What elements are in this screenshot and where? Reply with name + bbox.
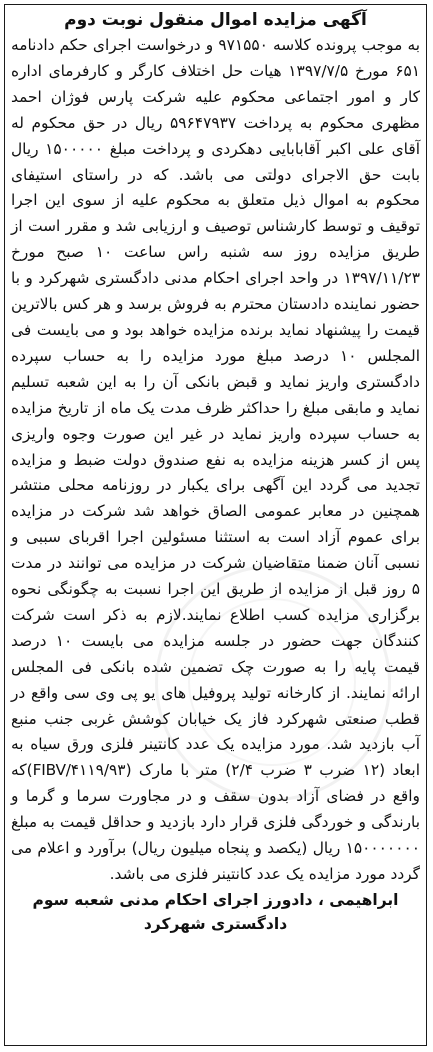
auction-notice bbox=[4, 4, 427, 1046]
signature-line-1: ابراهیمی ، دادورز اجرای احکام مدنی شعبه سوم bbox=[32, 890, 399, 909]
signature-line-2: دادگستری شهرکرد bbox=[143, 914, 288, 933]
notice-body: به موجب پرونده کلاسه ۹۷۱۵۵۰ و درخواست اجرای حکم دادنامه ۶۵۱ مورخ ۱۳۹۷/۷/۵ هیات حل اختلاف کارگر و کارفرمای اداره کار و امور اجتماعی محکوم علیه شرکت پارس فوژان احمد مظهری محکوم به پرداخت ۵۹۶۴۷۹۳۷ ریال در حق محکوم له آقای علی اکبر آقابابایی دهکردی و پرداخت مبلغ ۱۵۰۰۰۰۰ ریال بابت حق الاجرای دولتی می باشد. که در راستای استیفای محکوم به اموال ذیل متعلق به محکوم علیه از سوی این اجرا توقیف و توسط کارشناس توصیف و ارزیابی شد و مقرر است از طریق مزایده روز سه شنبه راس ساعت ۱۰ صبح مورخ ۱۳۹۷/۱۱/۲۳ در واحد اجرای احکام مدنی دادگستری شهرکرد و با حضور نماینده دادستان محترم به فروش برسد و هر کس بالاترین قیمت را پیشنهاد نماید برنده مزایده خواهد بود و می بایست فی المجلس ۱۰ درصد مبلغ مورد مزایده را به حساب سپرده دادگستری واریز نماید و قبض بانکی آن را به این شعبه تسلیم نماید و مابقی مبلغ را حداکثر ظرف مدت یک ماه از تاریخ مزایده به حساب سپرده واریز نماید در غیر این صورت وجوه واریزی پس از کسر هزینه مزایده به نفع صندوق دولت ضبط و مزایده تجدید می گردد این آگهی برای یکبار در روزنامه محلی منتشر همچنین در معابر عمومی الصاق خواهد شد شرکت در مزایده برای عموم آزاد است به استثنا مسئولین اجرا اقربای سببی و نسبی آنان ضمنا متقاضیان شرکت در مزایده می توانند در مدت ۵ روز قبل از مزایده از طریق این اجرا نسبت به چگونگی نحوه برگزاری مزایده کسب اطلاع نمایند.لازم به ذکر است شرکت کنندگان جهت حضور در جلسه مزایده می بایست ۱۰ درصد قیمت پایه را به صورت چک تضمین شده بانکی فی المجلس ارائه نمایند. از کارخانه تولید پروفیل های یو پی وی سی واقع در قطب صنعتی شهرکرد فاز یک خیابان کوشش غربی جنب منبع آب بازدید شد. مورد مزایده یک عدد کانتینر فلزی ورق سیاه به ابعاد (۱۲ ضرب ۳ ضرب ۲/۴) متر با مارک (FIBV/۴۱۱۹/۹۳)که واقع در فضای آزاد بدون سقف و در مجاورت سرما و گرما و بارندگی و خوردگی فلزی قرار دارد بازدید و حداقل قیمت به مبلغ ۱۵۰۰۰۰۰۰۰ ریال (یکصد و پنجاه میلیون ریال) برآورد و اعلام می گردد مورد مزایده یک عدد کانتینر فلزی می باشد. bbox=[11, 36, 420, 883]
notice-title: آگهی مزایده اموال منقول نوبت دوم bbox=[64, 10, 367, 30]
